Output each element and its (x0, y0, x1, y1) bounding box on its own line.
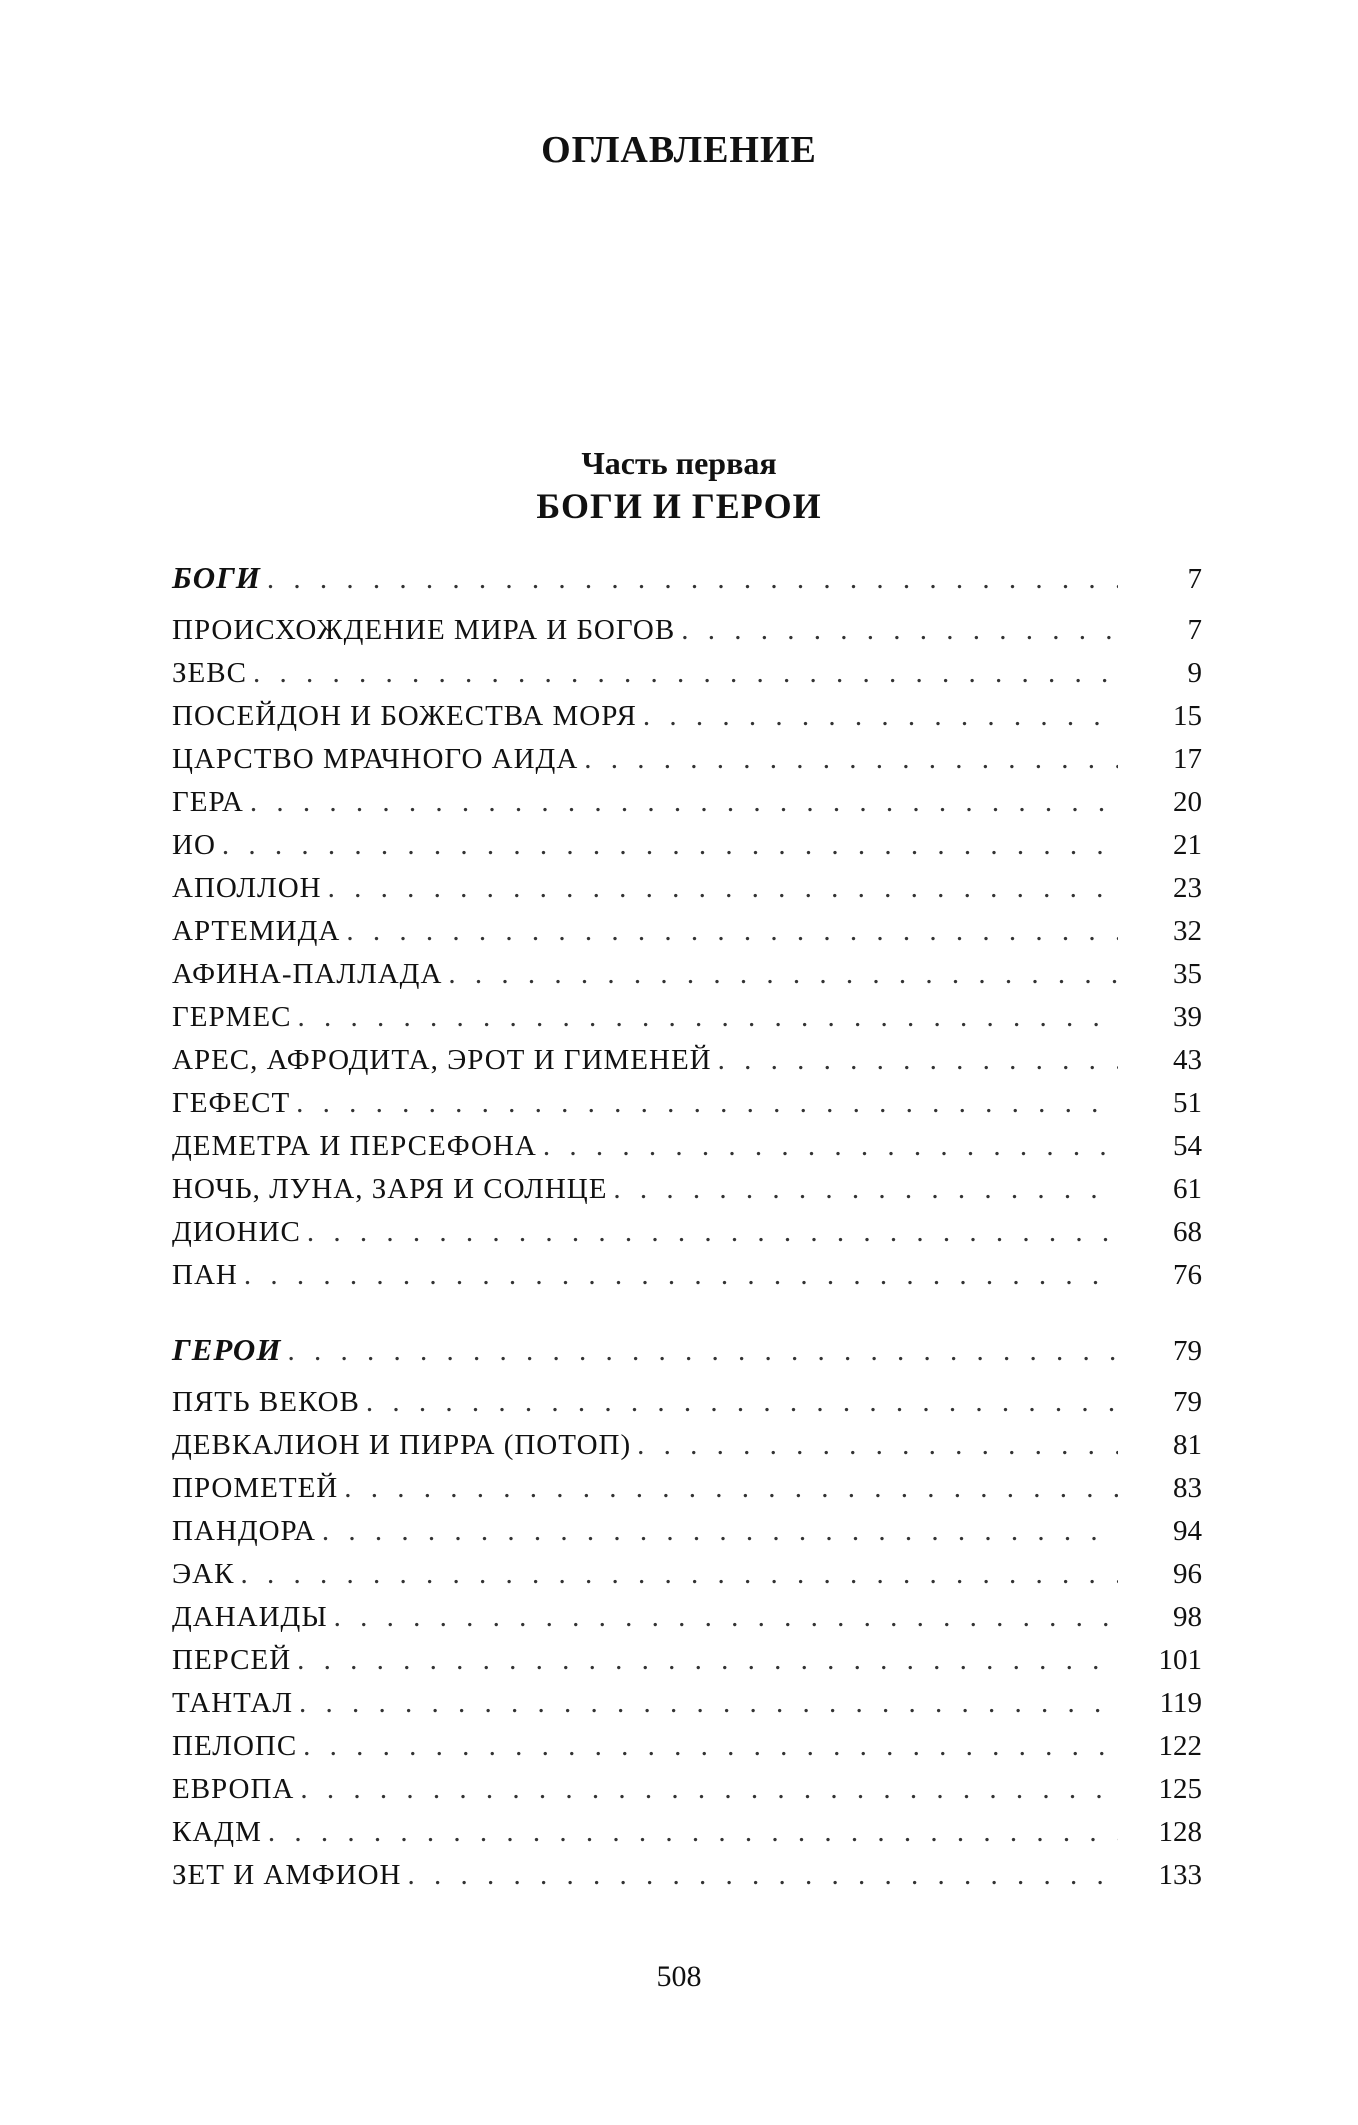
toc-entry-title: ТАНТАЛ (172, 1687, 294, 1719)
dot-leader (299, 1687, 1118, 1720)
toc-section-title: ГЕРОИ (172, 1332, 282, 1367)
toc-entry (172, 1472, 1202, 1515)
toc-entry (172, 1001, 1202, 1044)
toc-entry (172, 1429, 1202, 1472)
toc-entry (172, 958, 1202, 1001)
toc-entry-title: ИО (172, 829, 216, 861)
toc-entry (172, 1515, 1202, 1558)
dot-leader (344, 1472, 1118, 1505)
toc-entry-title: ПЯТЬ ВЕКОВ (172, 1386, 360, 1418)
toc-entry-title: АФИНА-ПАЛЛАДА (172, 958, 443, 990)
toc-entry-page: 54 (1173, 1130, 1202, 1162)
toc-entry-page: 83 (1173, 1472, 1202, 1504)
toc-entry (172, 1687, 1202, 1730)
toc-entry (172, 1386, 1202, 1429)
toc-section-heading (172, 1332, 1202, 1386)
toc-entry-page: 98 (1173, 1601, 1202, 1633)
toc-entry-page: 17 (1173, 743, 1202, 775)
toc-entry (172, 1130, 1202, 1173)
toc-entry-page: 39 (1173, 1001, 1202, 1033)
toc-entry (172, 1087, 1202, 1130)
toc-entry (172, 1044, 1202, 1087)
toc-entry-page: 128 (1158, 1816, 1202, 1848)
dot-leader (244, 1259, 1118, 1292)
toc-entry-page: 20 (1173, 786, 1202, 818)
dot-leader (296, 1087, 1118, 1120)
dot-leader (408, 1859, 1119, 1892)
toc-entry-page: 23 (1173, 872, 1202, 904)
toc-entry (172, 1644, 1202, 1687)
dot-leader (584, 743, 1118, 776)
toc-entry-title: ПРОМЕТЕЙ (172, 1472, 339, 1504)
toc-entry-page: 35 (1173, 958, 1202, 990)
dot-leader (267, 563, 1118, 596)
toc-entry-page: 133 (1158, 1859, 1202, 1891)
dot-leader (543, 1130, 1118, 1163)
toc-entry-title: КАДМ (172, 1816, 262, 1848)
toc-entry-title: ДЕМЕТРА И ПЕРСЕФОНА (172, 1130, 537, 1162)
table-of-contents (172, 560, 1202, 1902)
toc-entry (172, 1859, 1202, 1902)
toc-entry (172, 743, 1202, 786)
toc-entry-page: 76 (1173, 1259, 1202, 1291)
dot-leader (328, 872, 1118, 905)
part-label: Часть первая (581, 445, 777, 481)
dot-leader (613, 1173, 1118, 1206)
toc-entry-title: ДИОНИС (172, 1216, 301, 1248)
dot-leader (643, 700, 1118, 733)
dot-leader (222, 829, 1118, 862)
toc-entry (172, 786, 1202, 829)
toc-entry (172, 1558, 1202, 1601)
toc-entry-title: ДАНАИДЫ (172, 1601, 328, 1633)
toc-entry-page: 122 (1158, 1730, 1202, 1762)
toc-entry (172, 829, 1202, 872)
dot-leader (322, 1515, 1118, 1548)
toc-entry-title: ПЕЛОПС (172, 1730, 298, 1762)
toc-entry-page: 32 (1173, 915, 1202, 947)
toc-entry-title: ГЕРА (172, 786, 244, 818)
page-number: 508 (656, 1960, 702, 1993)
toc-entry (172, 872, 1202, 915)
toc-entry-title: ПАН (172, 1259, 238, 1291)
toc-entry-title: ЦАРСТВО МРАЧНОГО АИДА (172, 743, 579, 775)
dot-leader (240, 1558, 1118, 1591)
dot-leader (307, 1216, 1118, 1249)
toc-entry-title: ПАНДОРА (172, 1515, 316, 1547)
toc-section (172, 1332, 1202, 1902)
toc-entry (172, 657, 1202, 700)
toc-entry (172, 614, 1202, 657)
toc-entry-page: 101 (1158, 1644, 1202, 1676)
toc-entry (172, 1816, 1202, 1859)
dot-leader (287, 1335, 1118, 1368)
toc-entry-page: 43 (1173, 1044, 1202, 1076)
toc-entry (172, 1601, 1202, 1644)
toc-entry-page: 119 (1159, 1687, 1202, 1719)
toc-entry-title: ГЕФЕСТ (172, 1087, 291, 1119)
dot-leader (253, 657, 1118, 690)
dot-leader (448, 958, 1118, 991)
toc-entry-page: 51 (1173, 1087, 1202, 1119)
dot-leader (366, 1386, 1118, 1419)
toc-entry-page: 125 (1158, 1773, 1202, 1805)
toc-entry-title: ПЕРСЕЙ (172, 1644, 292, 1676)
toc-entry-title: НОЧЬ, ЛУНА, ЗАРЯ И СОЛНЦЕ (172, 1173, 608, 1205)
toc-entry (172, 1730, 1202, 1773)
toc-section-page: 7 (1187, 563, 1202, 595)
toc-entry-page: 96 (1173, 1558, 1202, 1590)
dot-leader (637, 1429, 1118, 1462)
dot-leader (297, 1644, 1118, 1677)
toc-entry-title: ДЕВКАЛИОН И ПИРРА (ПОТОП) (172, 1429, 632, 1461)
part-header (0, 442, 1358, 528)
toc-entry-page: 21 (1173, 829, 1202, 861)
toc-entry-title: ЗЕТ И АМФИОН (172, 1859, 402, 1891)
toc-entry (172, 700, 1202, 743)
toc-entry-page: 68 (1173, 1216, 1202, 1248)
toc-entry-page: 7 (1187, 614, 1202, 646)
dot-leader (268, 1816, 1118, 1849)
toc-entry (172, 1173, 1202, 1216)
dot-leader (300, 1773, 1118, 1806)
toc-entry-page: 81 (1173, 1429, 1202, 1461)
toc-entry (172, 1216, 1202, 1259)
toc-entry-title: ЭАК (172, 1558, 235, 1590)
dot-leader (718, 1044, 1118, 1077)
toc-entry-page: 79 (1173, 1386, 1202, 1418)
toc-entry-title: ПРОИСХОЖДЕНИЕ МИРА И БОГОВ (172, 614, 676, 646)
toc-entry-page: 94 (1173, 1515, 1202, 1547)
page-title: ОГЛАВЛЕНИЕ (541, 129, 817, 171)
toc-entry-page: 9 (1187, 657, 1202, 689)
dot-leader (681, 614, 1118, 647)
toc-entry (172, 1773, 1202, 1816)
dot-leader (334, 1601, 1118, 1634)
toc-entry (172, 915, 1202, 958)
toc-entry-page: 61 (1173, 1173, 1202, 1205)
toc-entry-page: 15 (1173, 700, 1202, 732)
toc-entry-title: АРТЕМИДА (172, 915, 341, 947)
toc-section-heading (172, 560, 1202, 614)
toc-entry-title: АРЕС, АФРОДИТА, ЭРОТ И ГИМЕНЕЙ (172, 1044, 712, 1076)
toc-entry-title: ПОСЕЙДОН И БОЖЕСТВА МОРЯ (172, 700, 637, 732)
toc-entry-title: ГЕРМЕС (172, 1001, 292, 1033)
toc-entry-title: ЕВРОПА (172, 1773, 295, 1805)
toc-entry-title: АПОЛЛОН (172, 872, 322, 904)
dot-leader (297, 1001, 1118, 1034)
toc-entry (172, 1259, 1202, 1302)
toc-entry-title: ЗЕВС (172, 657, 247, 689)
dot-leader (250, 786, 1118, 819)
part-title: БОГИ И ГЕРОИ (536, 486, 822, 526)
toc-section-page: 79 (1173, 1335, 1202, 1367)
dot-leader (346, 915, 1118, 948)
toc-section-title: БОГИ (172, 560, 261, 595)
dot-leader (303, 1730, 1118, 1763)
toc-section (172, 560, 1202, 1302)
